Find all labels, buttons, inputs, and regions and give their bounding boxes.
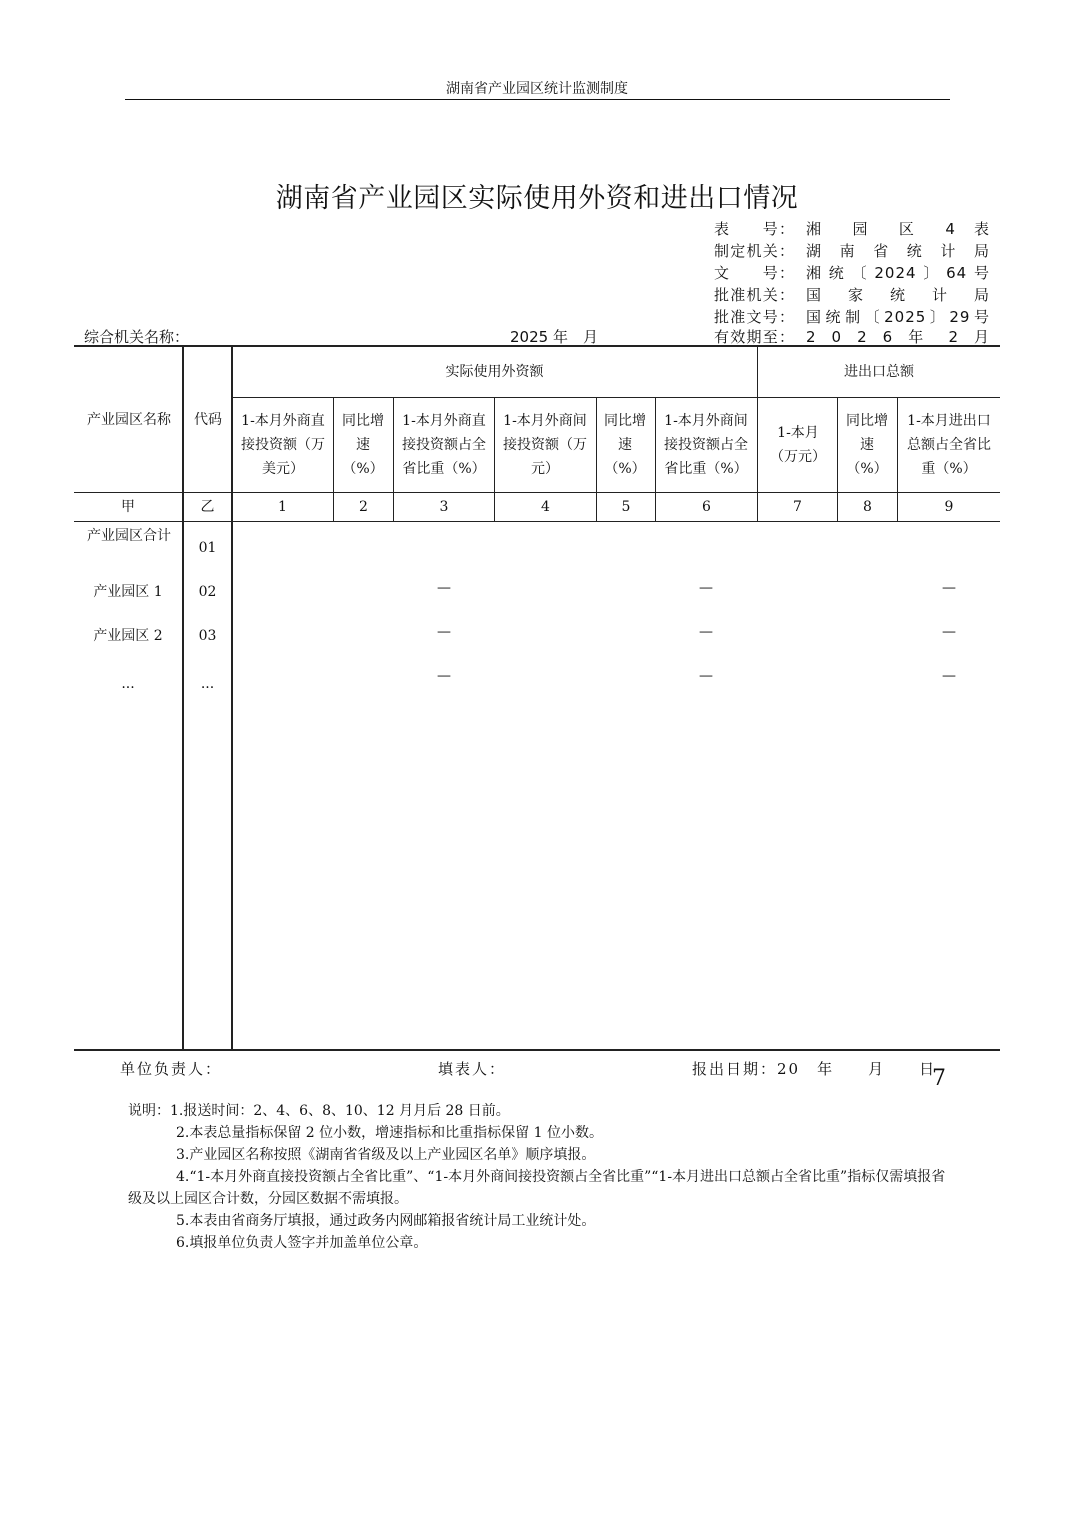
col-header-5: 同比增速（%） xyxy=(604,413,646,477)
meta-label-approver: 批准机关： xyxy=(714,286,794,304)
notes-lead: 说明： xyxy=(128,1103,170,1119)
col-header-9: 1-本月进出口总额占全省比重（%） xyxy=(907,413,991,477)
index-row-rule xyxy=(74,521,1000,522)
table-bottom-rule xyxy=(74,1049,1000,1051)
dash-cell: — xyxy=(437,624,451,640)
meta-label-valid-until: 有效期至： xyxy=(714,328,794,346)
meta-value-approver: 国 家 统 计 局 xyxy=(806,286,990,304)
index-col-4: 4 xyxy=(541,499,550,515)
footer-responsible: 单位负责人： xyxy=(120,1060,223,1078)
row-code-more: ... xyxy=(200,676,215,692)
dash-cell: — xyxy=(942,624,956,640)
index-col-8: 8 xyxy=(863,499,872,515)
meta-label-issuer: 制定机关： xyxy=(714,242,794,260)
col-header-2: 同比增速（%） xyxy=(342,413,384,477)
index-col-7: 7 xyxy=(793,499,802,515)
dash-cell: — xyxy=(942,668,956,684)
col-header-7: 1-本月（万元） xyxy=(770,425,826,465)
note-1: 1.报送时间：2、4、6、8、10、12 月月后 28 日前。 xyxy=(170,1103,510,1119)
note-4: 4.“1-本月外商直接投资额占全省比重”、“1-本月外商间接投资额占全省比重”“1-本月进出口总额占全省比重”指标仅需填报省级及以上园区合计数，分园区数据不需填报。 xyxy=(128,1169,946,1207)
dash-cell: — xyxy=(699,668,713,684)
index-name: 甲 xyxy=(121,499,135,515)
dash-cell: — xyxy=(437,580,451,596)
index-code: 乙 xyxy=(200,499,215,515)
note-2: 2.本表总量指标保留 2 位小数，增速指标和比重指标保留 1 位小数。 xyxy=(176,1125,603,1141)
org-name-label: 综合机关名称： xyxy=(84,328,190,346)
meta-label-approval-no: 批准文号： xyxy=(714,308,794,326)
page-number: 7 xyxy=(932,1066,946,1091)
index-col-9: 9 xyxy=(944,499,954,515)
report-period: 2025 年 月 xyxy=(510,328,598,346)
group-header-fdi: 实际使用外资额 xyxy=(445,363,544,380)
footer-date: 报出日期：20 年 月 日 xyxy=(692,1060,937,1078)
row-name-park-1: 产业园区 1 xyxy=(93,584,163,600)
col-header-code: 代码 xyxy=(194,412,222,428)
meta-value-valid-until: 2 0 2 6 年 2 月 xyxy=(806,328,990,346)
meta-label-doc-no: 文 号： xyxy=(714,264,794,282)
row-code-total: 01 xyxy=(198,540,217,556)
notes xyxy=(128,1100,948,1254)
col-header-8: 同比增速（%） xyxy=(846,413,888,477)
row-code-park-2: 03 xyxy=(198,628,217,644)
col-header-6: 1-本月外商间接投资额占全省比重（%） xyxy=(664,413,748,477)
index-col-1: 1 xyxy=(278,499,287,515)
note-3: 3.产业园区名称按照《湖南省省级及以上产业园区名单》顺序填报。 xyxy=(176,1147,596,1163)
dash-cell: — xyxy=(699,580,713,596)
note-6: 6.填报单位负责人签字并加盖单位公章。 xyxy=(176,1235,428,1251)
index-col-6: 6 xyxy=(702,499,711,515)
running-header: 湖南省产业园区统计监测制度 xyxy=(446,81,628,97)
row-name-park-2: 产业园区 2 xyxy=(93,628,163,644)
index-col-5: 5 xyxy=(621,499,631,515)
row-name-total: 产业园区合计 xyxy=(87,528,171,544)
meta-value-doc-no: 湘统〔2024〕64号 xyxy=(806,264,990,282)
meta-value-approval-no: 国统制〔2025〕29号 xyxy=(806,308,990,326)
header-rule xyxy=(125,99,950,100)
dash-cell: — xyxy=(942,580,956,596)
row-name-more: ... xyxy=(121,676,135,692)
dash-cell: — xyxy=(437,668,451,684)
dash-cell: — xyxy=(699,624,713,640)
col-divider-code xyxy=(231,345,233,1050)
meta-value-issuer: 湖 南 省 统 计 局 xyxy=(806,242,990,260)
col-header-1: 1-本月外商直接投资额（万美元） xyxy=(241,413,325,477)
index-col-2: 2 xyxy=(359,499,368,515)
meta-value-form-no: 湘 园 区 4 表 xyxy=(806,220,990,238)
col-header-name: 产业园区名称 xyxy=(87,412,171,428)
note-5: 5.本表由省商务厅填报，通过政务内网邮箱报省统计局工业统计处。 xyxy=(176,1213,596,1229)
col-header-4: 1-本月外商间接投资额（万元） xyxy=(503,413,587,477)
group-header-trade: 进出口总额 xyxy=(844,363,914,380)
row-code-park-1: 02 xyxy=(198,584,217,600)
footer-filler: 填表人： xyxy=(438,1060,507,1078)
col-divider-name xyxy=(182,345,184,1050)
col-header-3: 1-本月外商直接投资额占全省比重（%） xyxy=(402,413,486,477)
page-title: 湖南省产业园区实际使用外资和进出口情况 xyxy=(275,183,799,214)
meta-label-form-no: 表 号： xyxy=(714,220,794,238)
index-col-3: 3 xyxy=(439,499,449,515)
